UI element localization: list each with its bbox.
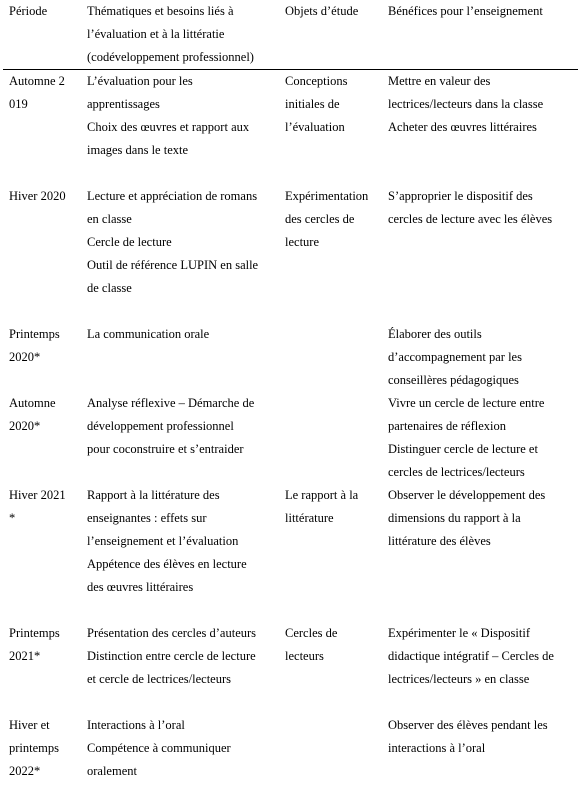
cell-line: enseignantes : effets sur <box>87 510 207 525</box>
header-period <box>3 0 81 70</box>
cell-period <box>3 323 81 392</box>
header-line: (codéveloppement professionnel) <box>87 50 254 64</box>
cell-line: oralement <box>87 763 137 778</box>
cell-line: 2022* <box>9 763 41 778</box>
cell-line: et cercle de lectrices/lecteurs <box>87 671 232 686</box>
cell-line: Cercles de <box>285 625 338 640</box>
cell-line: Printemps <box>9 326 60 341</box>
cell-line: l’évaluation <box>285 120 345 134</box>
cell-line: partenaires de réflexion <box>388 418 506 433</box>
cell-line: Distinction entre cercle de lecture <box>87 648 256 663</box>
cell-line: didactique intégratif – Cercles de <box>388 648 554 663</box>
cell-benefits <box>382 714 578 806</box>
cell-line: Présentation des cercles d’auteurs <box>87 625 257 640</box>
cell-line: conseillères pédagogiques <box>388 372 519 387</box>
cell-period <box>3 392 81 484</box>
cell-line: littérature des élèves <box>388 533 491 548</box>
cell-themes <box>81 323 279 392</box>
cell-line: des cercles de <box>285 211 355 226</box>
cell-benefits <box>382 185 578 323</box>
header-line: Thématiques et besoins liés à <box>87 4 234 18</box>
cell-themes <box>81 714 279 806</box>
cell-line: * <box>9 510 16 525</box>
cell-line: Élaborer des outils <box>388 326 482 341</box>
cell-line: Vivre un cercle de lecture entre <box>388 395 545 410</box>
cell-benefits <box>382 392 578 484</box>
cell-benefits <box>382 622 578 714</box>
cell-line: l’enseignement et l’évaluation <box>87 533 239 548</box>
cell-line: Mettre en valeur des <box>388 74 491 88</box>
cell-line: Observer le développement des <box>388 487 546 502</box>
cell-line: Hiver et <box>9 717 50 732</box>
cell-line: Appétence des élèves en lecture <box>87 556 247 571</box>
table-row <box>3 70 578 185</box>
cell-line: Le rapport à la <box>285 487 359 502</box>
cell-line: Hiver 2020 <box>9 188 66 203</box>
cell-line: lectrices/lecteurs » en classe <box>388 671 530 686</box>
cell-line: Cercle de lecture <box>87 234 172 249</box>
cell-line: Expérimenter le « Dispositif <box>388 625 530 640</box>
cell-line: Interactions à l’oral <box>87 717 185 732</box>
table-row <box>3 392 578 484</box>
cell-line: lectrices/lecteurs dans la classe <box>388 97 544 111</box>
cell-line: 2020* <box>9 349 41 364</box>
cell-line: Lecture et appréciation de romans <box>87 188 258 203</box>
cell-line: Compétence à communiquer <box>87 740 231 755</box>
cell-line: littérature <box>285 510 334 525</box>
table-row <box>3 622 578 714</box>
cell-line: des œuvres littéraires <box>87 579 194 594</box>
cell-line: initiales de <box>285 97 340 111</box>
cell-line: printemps <box>9 740 59 755</box>
cell-objects <box>279 392 382 484</box>
header-line: Bénéfices pour l’enseignement <box>388 4 543 18</box>
cell-line: Expérimentation <box>285 188 369 203</box>
cell-objects <box>279 323 382 392</box>
cell-line: pour coconstruire et s’entraider <box>87 441 244 456</box>
cell-themes <box>81 622 279 714</box>
cell-benefits <box>382 323 578 392</box>
cell-line: La communication orale <box>87 326 210 341</box>
cell-objects <box>279 185 382 323</box>
cell-line: lecture <box>285 234 320 249</box>
header-objects <box>279 0 382 70</box>
cell-line: 2020* <box>9 418 41 433</box>
cell-themes <box>81 484 279 622</box>
cell-benefits <box>382 484 578 622</box>
cell-objects <box>279 622 382 714</box>
cell-line: Observer des élèves pendant les <box>388 717 548 732</box>
cell-themes <box>81 70 279 185</box>
cell-line: L’évaluation pour les <box>87 74 193 88</box>
table-row <box>3 323 578 392</box>
cell-themes <box>81 185 279 323</box>
cell-line: 2021* <box>9 648 41 663</box>
cell-line: cercles de lecture avec les élèves <box>388 211 553 226</box>
cell-themes <box>81 392 279 484</box>
cell-line: Printemps <box>9 625 60 640</box>
cell-line: cercles de lectrices/lecteurs <box>388 464 525 479</box>
cell-objects <box>279 70 382 185</box>
cell-period <box>3 622 81 714</box>
cell-line: Automne <box>9 395 56 410</box>
cell-line: Hiver 2021 <box>9 487 66 502</box>
cell-objects <box>279 484 382 622</box>
cell-line: Automne 2 <box>9 74 65 88</box>
header-line: Période <box>9 4 48 18</box>
table-body <box>3 70 578 806</box>
cell-line: Rapport à la littérature des <box>87 487 220 502</box>
cell-objects <box>279 714 382 806</box>
cell-period <box>3 484 81 622</box>
cell-line: S’approprier le dispositif des <box>388 188 533 203</box>
cell-line: de classe <box>87 280 132 295</box>
cell-line: lecteurs <box>285 648 324 663</box>
cell-line: en classe <box>87 211 132 226</box>
header-themes <box>81 0 279 70</box>
cell-line: d’accompagnement par les <box>388 349 522 364</box>
table-row <box>3 185 578 323</box>
cell-line: dimensions du rapport à la <box>388 510 521 525</box>
header-line: l’évaluation et à la littératie <box>87 27 225 41</box>
cell-line: 019 <box>9 97 28 111</box>
cell-period <box>3 185 81 323</box>
table-row <box>3 484 578 622</box>
table-row <box>3 714 578 806</box>
cell-line: Outil de référence LUPIN en salle <box>87 257 259 272</box>
cell-period <box>3 714 81 806</box>
cell-line: développement professionnel <box>87 418 234 433</box>
cell-line: Analyse réflexive – Démarche de <box>87 395 255 410</box>
cell-line: Conceptions <box>285 74 348 88</box>
cell-line: Distinguer cercle de lecture et <box>388 441 538 456</box>
cell-line: Acheter des œuvres littéraires <box>388 120 537 134</box>
table-header <box>3 0 578 70</box>
periods-table <box>3 0 578 806</box>
cell-line: interactions à l’oral <box>388 740 486 755</box>
cell-line: apprentissages <box>87 97 160 111</box>
header-benefits <box>382 0 578 70</box>
cell-line: images dans le texte <box>87 143 189 157</box>
header-row <box>3 0 578 70</box>
cell-benefits <box>382 70 578 185</box>
header-line: Objets d’étude <box>285 4 359 18</box>
cell-period <box>3 70 81 185</box>
cell-line: Choix des œuvres et rapport aux <box>87 120 250 134</box>
